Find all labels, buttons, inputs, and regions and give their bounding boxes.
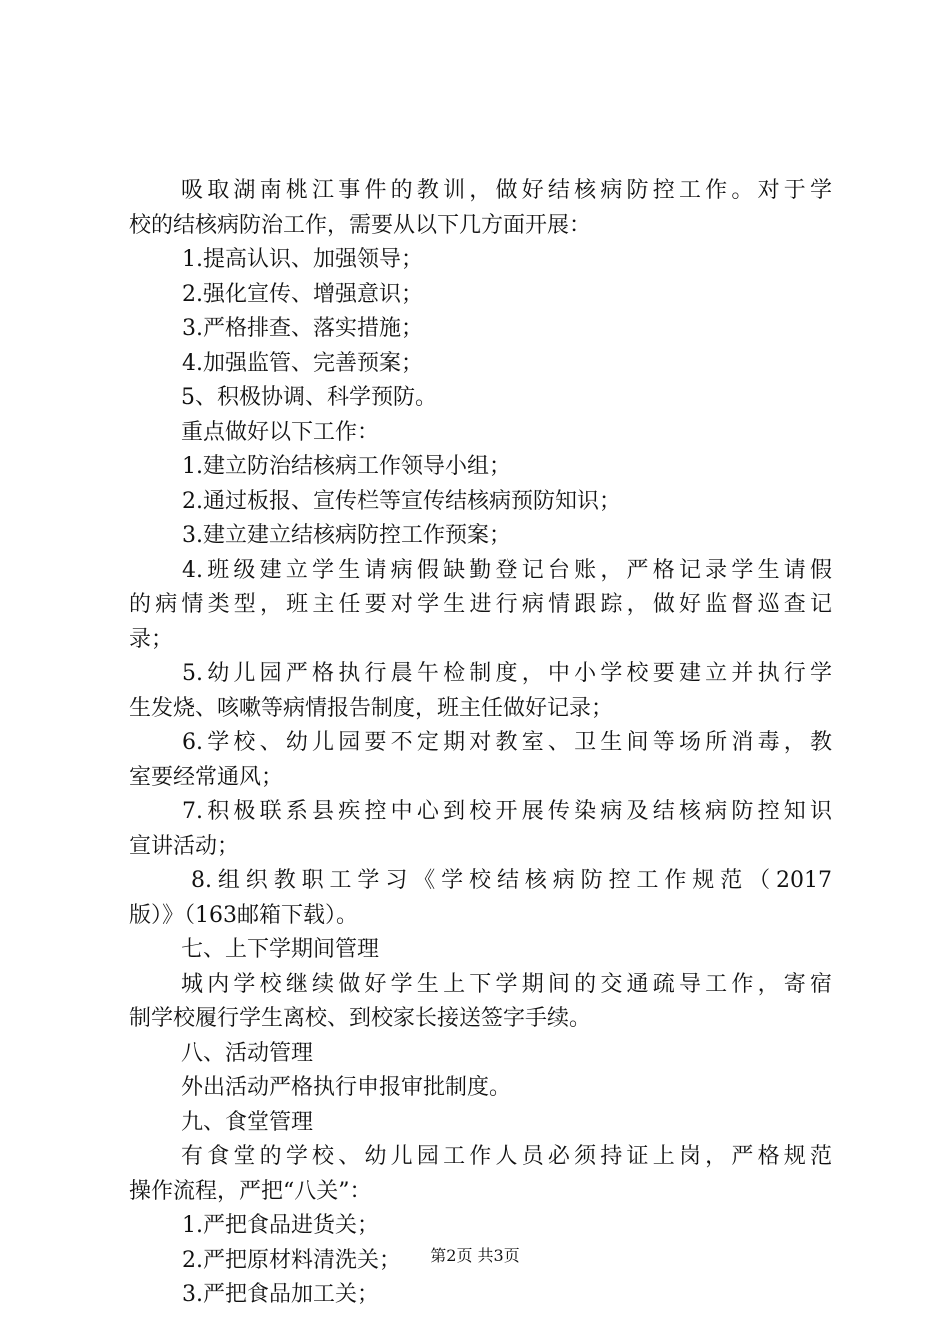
list-item: 3.严把食品加工关； (182, 1282, 379, 1307)
text-line: 操作流程，严把“八关”： (129, 1178, 372, 1204)
list-item: 1.严把食品进货关； (182, 1213, 379, 1238)
text-line: 宣讲活动； (129, 833, 240, 859)
text-line: 有食堂的学校、幼儿园工作人员必须持证上岗，严格规范 (181, 1144, 832, 1169)
text-line: 外出活动严格执行申报审批制度。 (181, 1075, 512, 1100)
list-item: 5.幼儿园严格执行晨午检制度，中小学校要建立并执行学 (182, 661, 832, 686)
document-body (129, 174, 832, 1313)
list-item: 8.组织教职工学习《学校结核病防控工作规范（2017 (191, 868, 832, 893)
text-line: 版）》（163邮箱下载）。 (129, 902, 358, 928)
section-heading: 九、食堂管理 (181, 1109, 314, 1135)
list-item: 5、积极协调、科学预防。 (181, 385, 437, 410)
list-item: 3.严格排查、落实措施； (182, 316, 423, 341)
list-item: 3.建立建立结核病防控工作预案； (182, 523, 511, 548)
list-item: 2.强化宣传、增强意识； (182, 281, 423, 307)
text-line: 室要经常通风； (129, 764, 284, 790)
list-item: 4.加强监管、完善预案； (182, 350, 423, 376)
text-line: 制学校履行学生离校、到校家长接送签字手续。 (129, 1006, 592, 1031)
list-item: 6.学校、幼儿园要不定期对教室、卫生间等场所消毒，教 (182, 730, 832, 755)
list-item: 2.通过板报、宣传栏等宣传结核病预防知识； (182, 488, 621, 514)
list-item: 1.建立防治结核病工作领导小组； (182, 454, 511, 479)
list-item: 7.积极联系县疾控中心到校开展传染病及结核病防控知识 (182, 799, 832, 824)
section-heading: 八、活动管理 (181, 1040, 314, 1066)
list-item: 2.严把原材料清洗关； (182, 1247, 401, 1273)
text-line: 校的结核病防治工作，需要从以下几方面开展： (129, 212, 592, 238)
list-item: 1.提高认识、加强领导； (182, 247, 423, 272)
text-line: 录； (129, 626, 174, 652)
list-item: 4.班级建立学生请病假缺勤登记台账，严格记录学生请假 (182, 557, 832, 583)
text-line: 的病情类型，班主任要对学生进行病情跟踪，做好监督巡查记 (129, 592, 832, 617)
section-heading: 七、上下学期间管理 (181, 937, 380, 962)
page-footer: 第2页 共3页 (430, 1246, 520, 1265)
text-line: 吸取湖南桃江事件的教训，做好结核病防控工作。对于学 (181, 178, 832, 203)
text-line: 城内学校继续做好学生上下学期间的交通疏导工作，寄宿 (181, 971, 832, 997)
text-line: 重点做好以下工作： (181, 419, 380, 445)
text-line: 生发烧、咳嗽等病情报告制度，班主任做好记录； (129, 695, 614, 721)
